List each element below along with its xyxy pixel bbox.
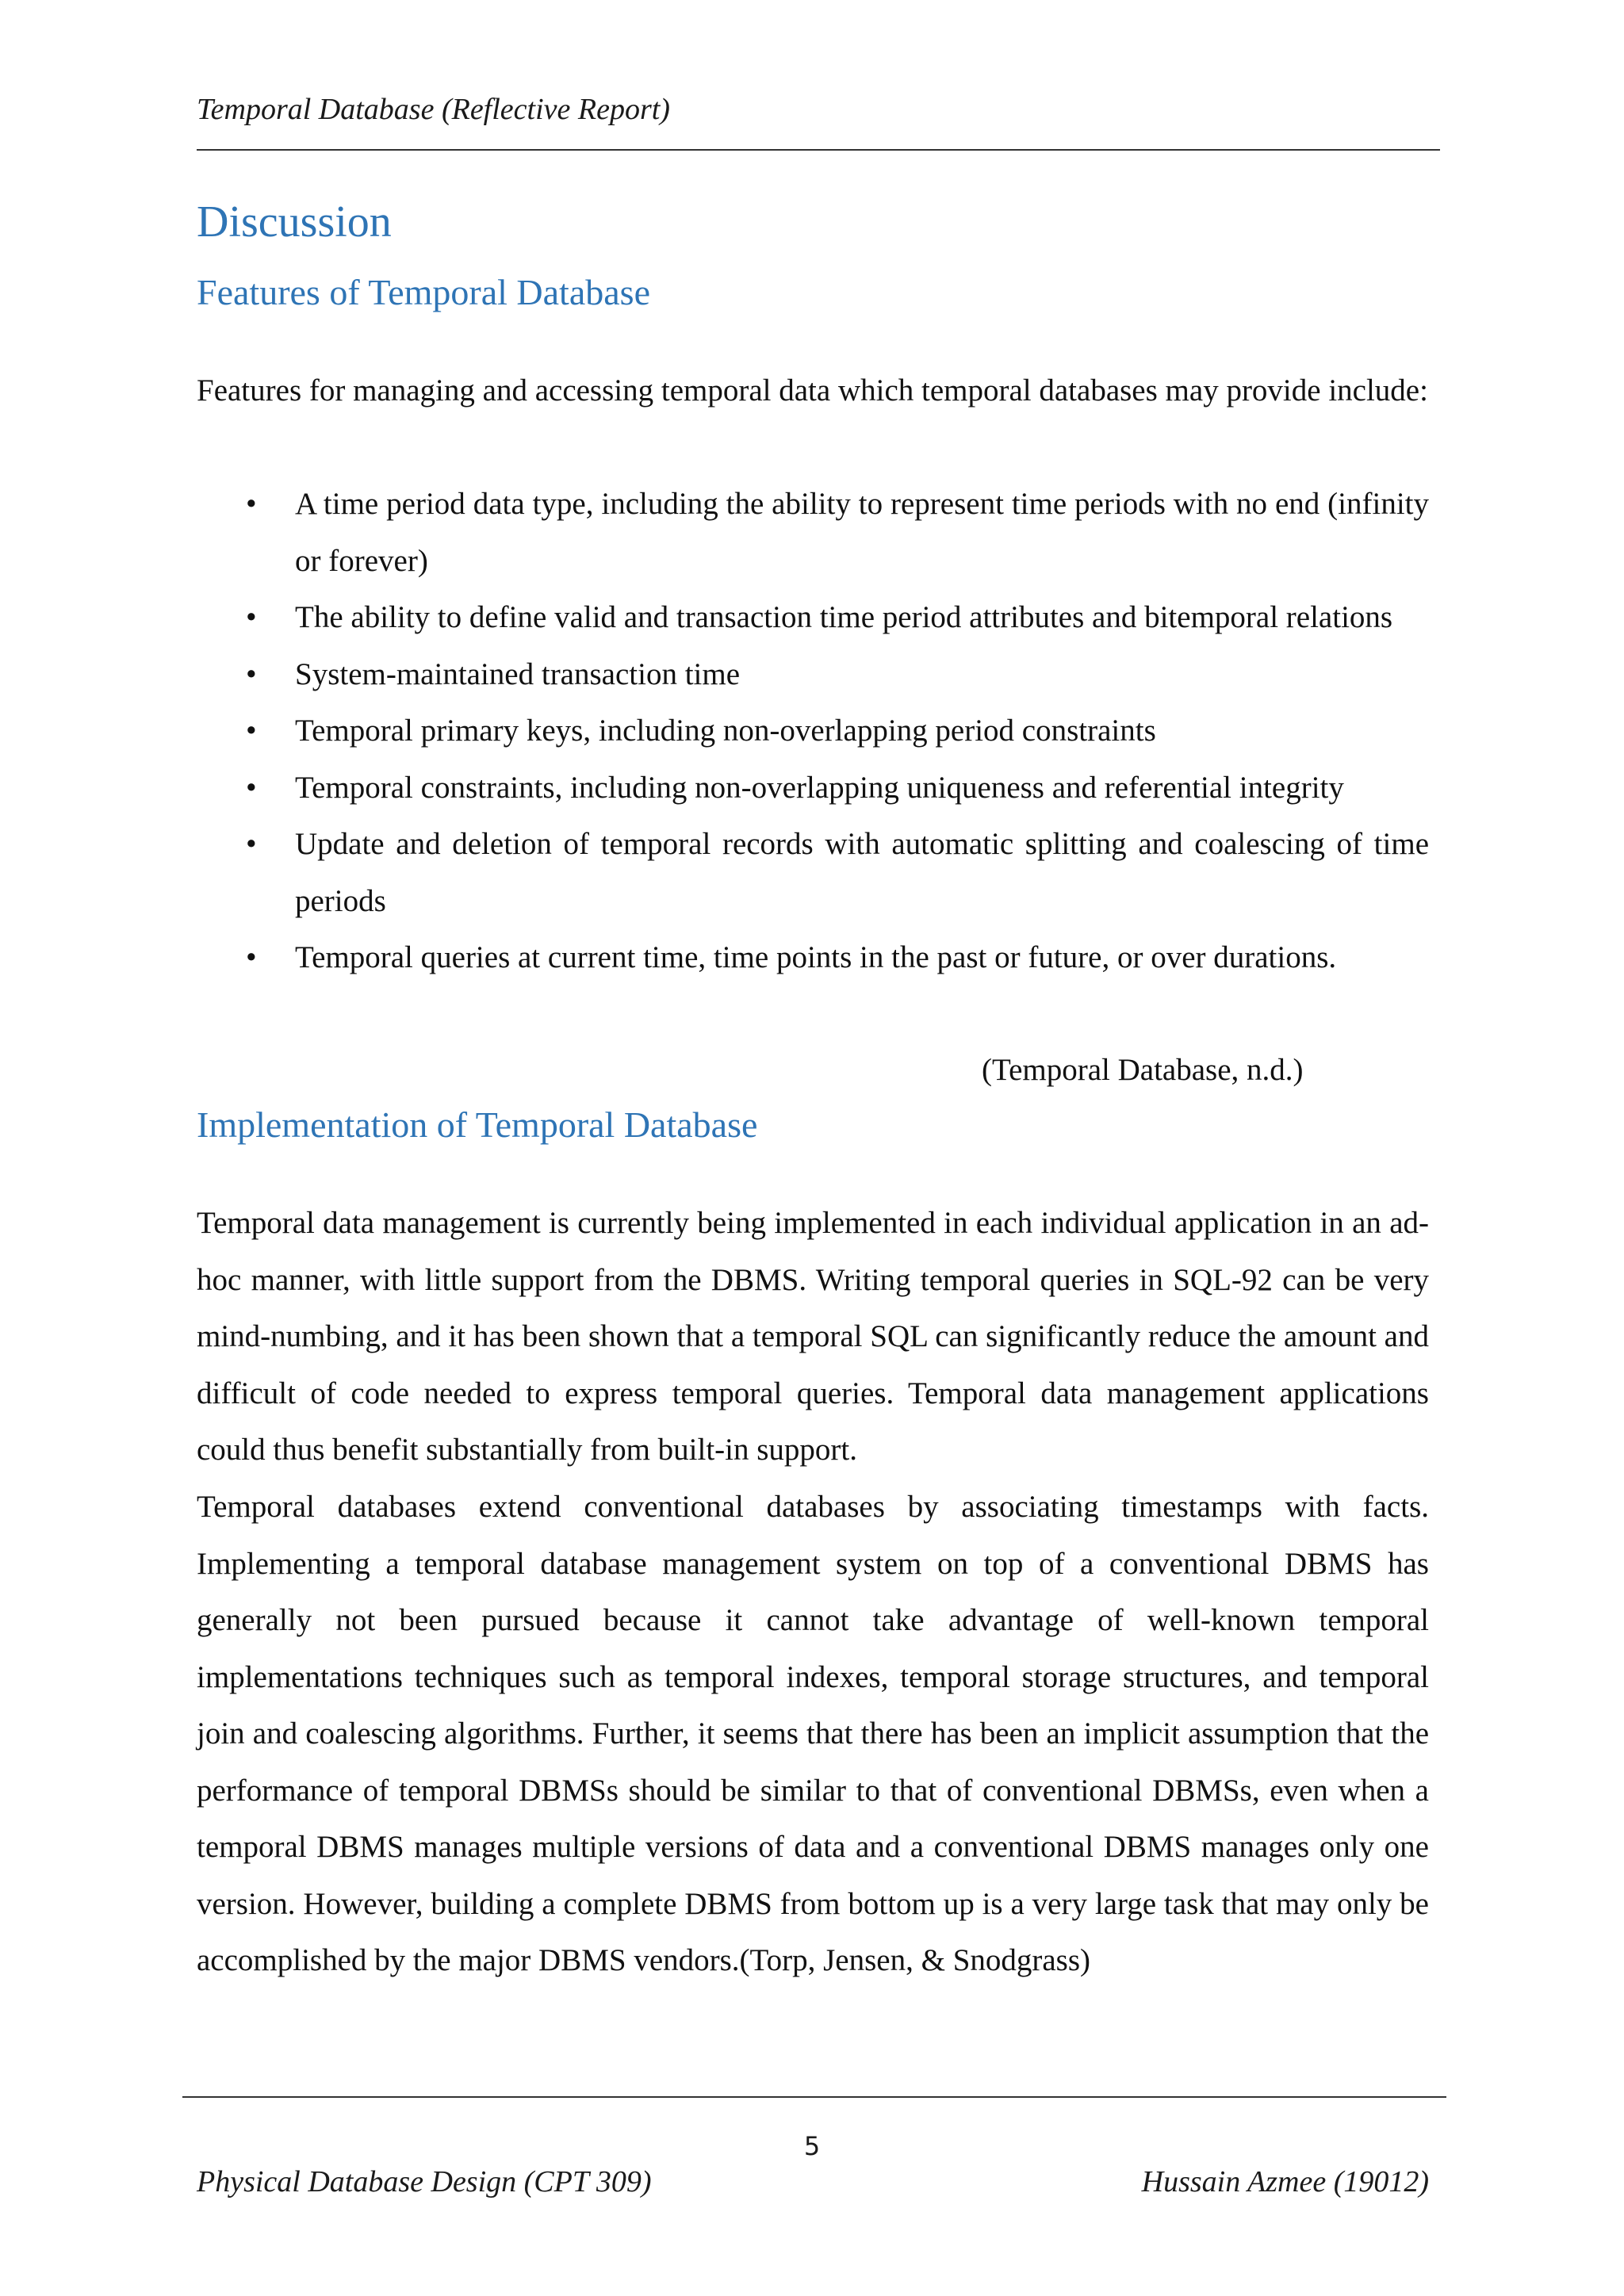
bullet-icon: • bbox=[246, 940, 257, 974]
bullet-icon: • bbox=[246, 600, 257, 634]
list-item bbox=[197, 476, 1429, 589]
footer-divider bbox=[182, 2096, 1446, 2098]
header-divider bbox=[197, 149, 1440, 151]
list-item-text: Temporal queries at current time, time points in the past or future, or over durations. bbox=[295, 940, 1337, 974]
page-number: 5 bbox=[803, 2131, 821, 2161]
list-item bbox=[197, 702, 1429, 760]
list-item bbox=[197, 816, 1429, 929]
bullet-icon: • bbox=[246, 487, 257, 521]
footer-author: Hussain Azmee (19012) bbox=[1141, 2165, 1429, 2198]
footer-course: Physical Database Design (CPT 309) bbox=[197, 2165, 652, 2198]
heading-discussion: Discussion bbox=[197, 197, 392, 247]
features-intro-paragraph: Features for managing and accessing temporal data which temporal databases may provide include: bbox=[197, 373, 1428, 408]
implementation-paragraph-1: Temporal data management is currently being implemented in each individual application in an ad-hoc manner, with little support from the DBMS. Writing temporal queries in SQL-92 can be very mind-numbing, and it has been shown that a temporal SQL can significantly reduce the amount and difficult of code needed to express temporal queries. Temporal data management applications could thus benefit substantially from built-in support. bbox=[197, 1206, 1429, 1467]
heading-features: Features of Temporal Database bbox=[197, 272, 650, 312]
list-item-text: System-maintained transaction time bbox=[295, 656, 741, 691]
features-citation: (Temporal Database, n.d.) bbox=[982, 1053, 1304, 1087]
heading-implementation: Implementation of Temporal Database bbox=[197, 1104, 758, 1145]
list-item bbox=[197, 589, 1429, 646]
list-item-text: A time period data type, including the ability to represent time periods with no end (infinity or forever) bbox=[295, 487, 1429, 578]
list-item bbox=[197, 929, 1429, 986]
list-item-text: Temporal primary keys, including non-overlapping period constraints bbox=[295, 714, 1156, 748]
bullet-icon: • bbox=[246, 714, 257, 748]
bullet-icon: • bbox=[246, 770, 257, 805]
list-item bbox=[197, 646, 1429, 703]
list-item bbox=[197, 760, 1429, 817]
features-bullet-list bbox=[197, 476, 1429, 986]
bullet-icon: • bbox=[246, 827, 257, 861]
implementation-paragraph-2: Temporal databases extend conventional databases by associating timestamps with facts. Implementing a temporal database management system on top of a conventional DBMS has generally not been pursued because it cannot take advantage of well-known temporal implementations techniques such as temporal indexes, temporal storage structures, and temporal join and coalescing algorithms. Further, it seems that there has been an implicit assumption that the performance of temporal DBMSs should be similar to that of conventional DBMSs, even when a temporal DBMS manages multiple versions of data and a conventional DBMS manages only one version. However, building a complete DBMS from bottom up is a very large task that may only be accomplished by the major DBMS vendors.(Torp, Jensen, & Snodgrass) bbox=[197, 1490, 1429, 1977]
list-item-text: Update and deletion of temporal records with automatic splitting and coalescing of time periods bbox=[295, 827, 1429, 918]
running-header: Temporal Database (Reflective Report) bbox=[197, 93, 670, 126]
bullet-icon: • bbox=[246, 656, 257, 691]
list-item-text: Temporal constraints, including non-overlapping uniqueness and referential integrity bbox=[295, 770, 1344, 805]
list-item-text: The ability to define valid and transaction time period attributes and bitemporal relations bbox=[295, 600, 1393, 634]
